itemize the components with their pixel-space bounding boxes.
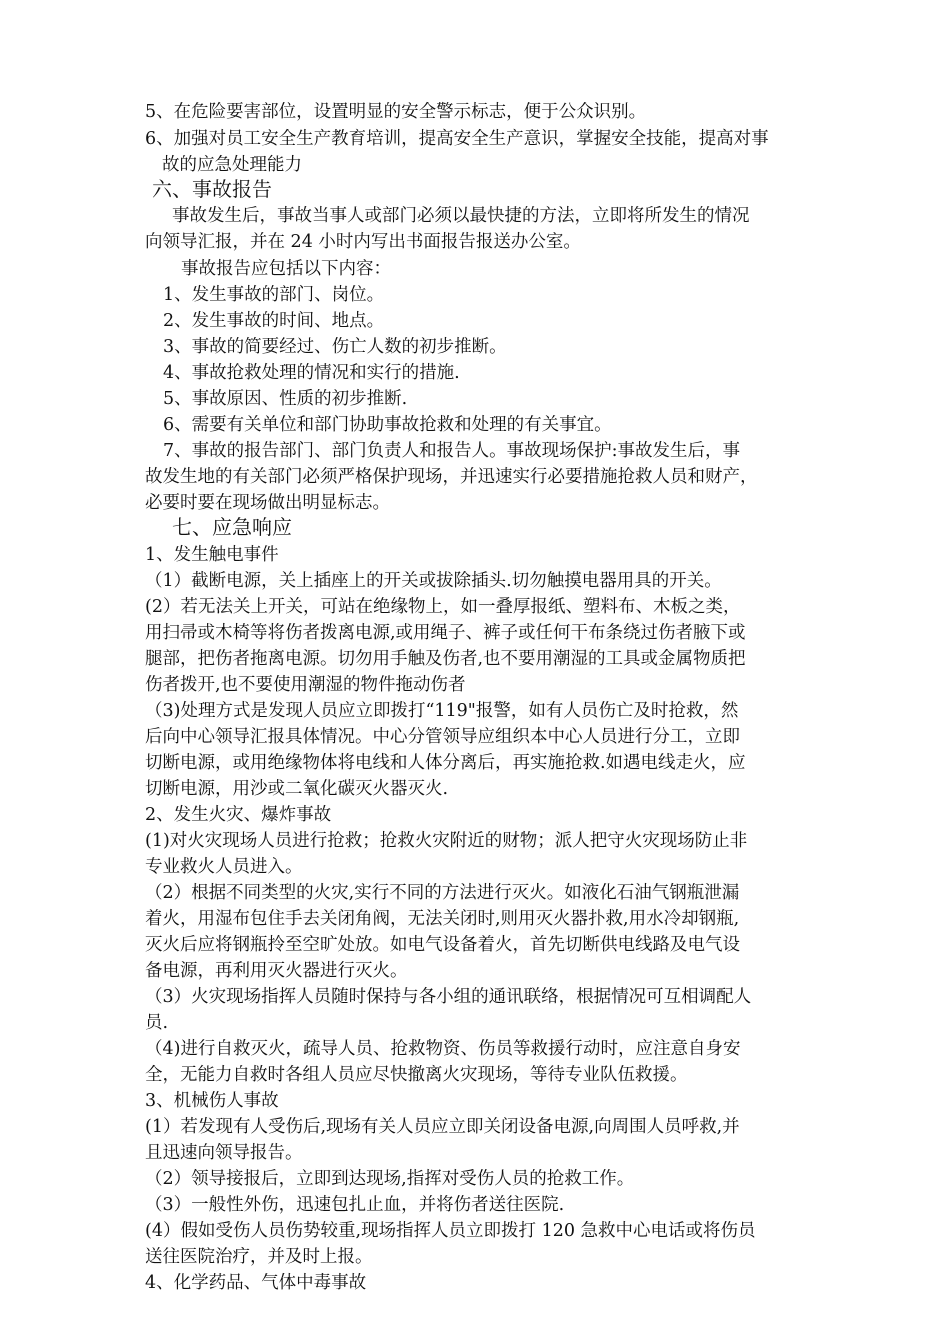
text-line: (4）假如受伤人员伤势较重,现场指挥人员立即拨打 120 急救中心电话或将伤员 [145,1221,756,1241]
subsection-heading: 4、化学药品、气体中毒事故 [145,1273,367,1293]
text-line: 送往医院治疗，并及时上报。 [145,1247,373,1267]
text-line: 用扫帚或木椅等将伤者拨离电源,或用绳子、裤子或任何干布条绕过伤者腋下或 [145,623,746,643]
text-line: （2）领导接报后，立即到达现场,指挥对受伤人员的抢救工作。 [145,1169,635,1189]
text-line: 切断电源，用沙或二氧化碳灭火器灭火. [145,779,449,799]
list-item: 1、发生事故的部门、岗位。 [163,285,385,305]
text-line: 事故报告应包括以下内容： [181,259,391,279]
text-line: （2）根据不同类型的火灾,实行不同的方法进行灭火。如液化石油气钢瓶泄漏 [145,883,740,903]
subsection-heading: 3、机械伤人事故 [145,1091,279,1111]
text-line: 后向中心领导汇报具体情况。中心分管领导应组织本中心人员进行分工，立即 [145,727,740,747]
text-line: 腿部，把伤者拖离电源。切勿用手触及伤者,也不要用潮湿的工具或金属物质把 [145,649,746,669]
list-item: 5、事故原因、性质的初步推断. [163,389,408,409]
text-line: 着火，用湿布包住手去关闭角阀，无法关闭时,则用灭火器扑救,用水冷却钢瓶, [145,909,740,929]
text-line: 切断电源，或用绝缘物体将电线和人体分离后，再实施抢救.如遇电线走火，应 [145,753,746,773]
text-line: 6、加强对员工安全生产教育培训，提高安全生产意识，掌握安全技能，提高对事 [145,129,769,149]
section-heading: 七、应急响应 [172,515,292,539]
text-line: 且迅速向领导报告。 [145,1143,303,1163]
subsection-heading: 2、发生火灾、爆炸事故 [145,805,332,825]
text-line: （3）一般性外伤，迅速包扎止血，并将伤者送往医院. [145,1195,565,1215]
section-heading: 六、事故报告 [152,177,272,201]
text-line: 员. [145,1013,169,1033]
text-line: (1)对火灾现场人员进行抢救；抢救火灾附近的财物；派人把守火灾现场防止非 [145,831,748,851]
text-line: （3)处理方式是发现人员应立即拨打“119"报警，如有人员伤亡及时抢救，然 [145,701,739,721]
text-line: 备电源，再利用灭火器进行灭火。 [145,961,408,981]
list-item: 4、事故抢救处理的情况和实行的措施. [163,363,460,383]
text-line: 全，无能力自救时各组人员应尽快撤离火灾现场，等待专业队伍救援。 [145,1065,688,1085]
text-line: 伤者拨开,也不要使用潮湿的物件拖动伤者 [145,675,466,695]
text-line: （1）截断电源，关上插座上的开关或拔除插头.切勿触摸电器用具的开关。 [145,571,722,591]
text-line: 故的应急处理能力 [162,155,302,175]
text-line: 向领导汇报，并在 24 小时内写出书面报告报送办公室。 [145,232,581,252]
text-line: (2）若无法关上开关，可站在绝缘物上，如一叠厚报纸、塑料布、木板之类， [145,597,741,617]
text-line: 必要时要在现场做出明显标志。 [145,493,390,513]
list-item: 2、发生事故的时间、地点。 [163,311,385,331]
text-line: 灭火后应将钢瓶拎至空旷处放。如电气设备着火，首先切断供电线路及电气设 [145,935,740,955]
list-item: 7、事故的报告部门、部门负责人和报告人。事故现场保护:事故发生后，事 [163,441,741,461]
list-item: 6、需要有关单位和部门协助事故抢救和处理的有关事宜。 [163,415,612,435]
text-line: 5、在危险要害部位，设置明显的安全警示标志，便于公众识别。 [145,102,647,122]
text-line: （3）火灾现场指挥人员随时保持与各小组的通讯联络，根据情况可互相调配人 [145,987,752,1007]
list-item: 3、事故的简要经过、伤亡人数的初步推断。 [163,337,507,357]
subsection-heading: 1、发生触电事件 [145,545,279,565]
text-line: (1）若发现有人受伤后,现场有关人员应立即关闭设备电源,向周围人员呼救,并 [145,1117,740,1137]
text-line: 故发生地的有关部门必须严格保护现场，并迅速实行必要措施抢救人员和财产， [145,467,758,487]
text-line: 专业救火人员进入。 [145,857,303,877]
text-line: （4)进行自救灭火，疏导人员、抢救物资、伤员等救援行动时，应注意自身安 [145,1039,741,1059]
text-line: 事故发生后，事故当事人或部门必须以最快捷的方法，立即将所发生的情况 [172,206,750,226]
